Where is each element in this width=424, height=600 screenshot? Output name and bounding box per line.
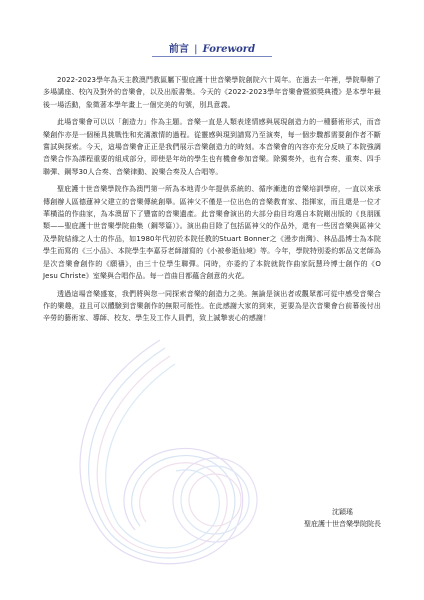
title-separator: | — [194, 44, 198, 55]
title-english: Foreword — [202, 44, 256, 55]
paragraph: 透過這場音樂盛宴，我們將與您一同探索音樂的創造力之美。無論是演出者或觀眾都可從中感受音樂合作的樂趣，並且可以體驗到音樂創作的無限可能性。在此感謝大家的到來，更要為是次音樂會台前幕後付出辛勞的藝術家、導師、校友、學生及工作人員們，致上誠摯衷心的感謝！ — [43, 289, 381, 323]
signatory-role: 聖庇護十世音樂學院院長 — [304, 520, 381, 528]
title-underline — [152, 56, 272, 57]
signatory-name: 沈穎瑤 — [332, 508, 353, 516]
decorative-60-graphic — [40, 330, 270, 580]
foreword-body — [43, 74, 381, 330]
paragraph: 2022-2023學年為天主教澳門教區屬下聖庇護十世音樂學院創院六十周年。在過去一年裡，學院舉辦了多場講座、校內及對外的音樂會，以及出版書集。今天的《2022-2023學年音樂會暨頒獎典禮》是本學年最後一場活動，象徵著本學年畫上一個完美的句號，別具意義。 — [43, 76, 381, 109]
paragraph: 此場音樂會可以以「創造力」作為主題。音樂一直是人類表達情感與展現創造力的一種藝術形式，而音樂創作亦是一個極具挑戰性和充滿激情的過程。從靈感與現到譜寫乃至演奏，每一個步驟都需要創作者不斷嘗試與探索。今天，這場音樂會正正是我們展示音樂創造力的時刻。本音樂會的內容亦充分反映了本院強調音樂合作為課程重要的組成部分，即使是年幼的學生也有機會參加音樂。除獨奏外，也有合奏、重奏、四手聯彈、鋼琴30人合奏、音樂律動、說樂合奏及人合唱等。 — [43, 118, 381, 176]
paragraph: 聖庇護十世音樂學院作為澳門第一所為本地青少年提供系統的、循序漸進的音樂培訓學府，一直以來承傳創辦人區德蓮神父建立的音樂傳統創舉。區神父不僅是一位出色的音樂教育家、指揮家，而且還是一位才華橫溢的作曲家，為本澳留下了豐富的音樂遺產。此音樂會演出的大部分曲目均選自本院剛出版的《良朋匯類——聖庇護十世音樂學院曲集（鋼琴篇）》。演出曲目除了包括區神父的作品外，還有一些因音樂與區神父及學院結緣之人士的作品，如1980年代初於本院任教的Stuart Bonner之《漫步南灣》、林品晶博士為本院學生而寫的《三小品》、本院學生李嘉芬老師譜寫的《小被參逝仙境》等。今年，學院特別委約郭品文老師為是次音樂會創作的《願禱》，由三十位學生聯彈。同時，亦委約了本院就院作曲家阮慧玲博士創作的《O Jesu Christe》室樂與合唱作品。每一首曲目都蘊含創意的火花。 — [43, 185, 381, 281]
signature-block — [304, 506, 381, 530]
title-chinese: 前言 — [168, 44, 189, 55]
page-title — [0, 40, 424, 55]
